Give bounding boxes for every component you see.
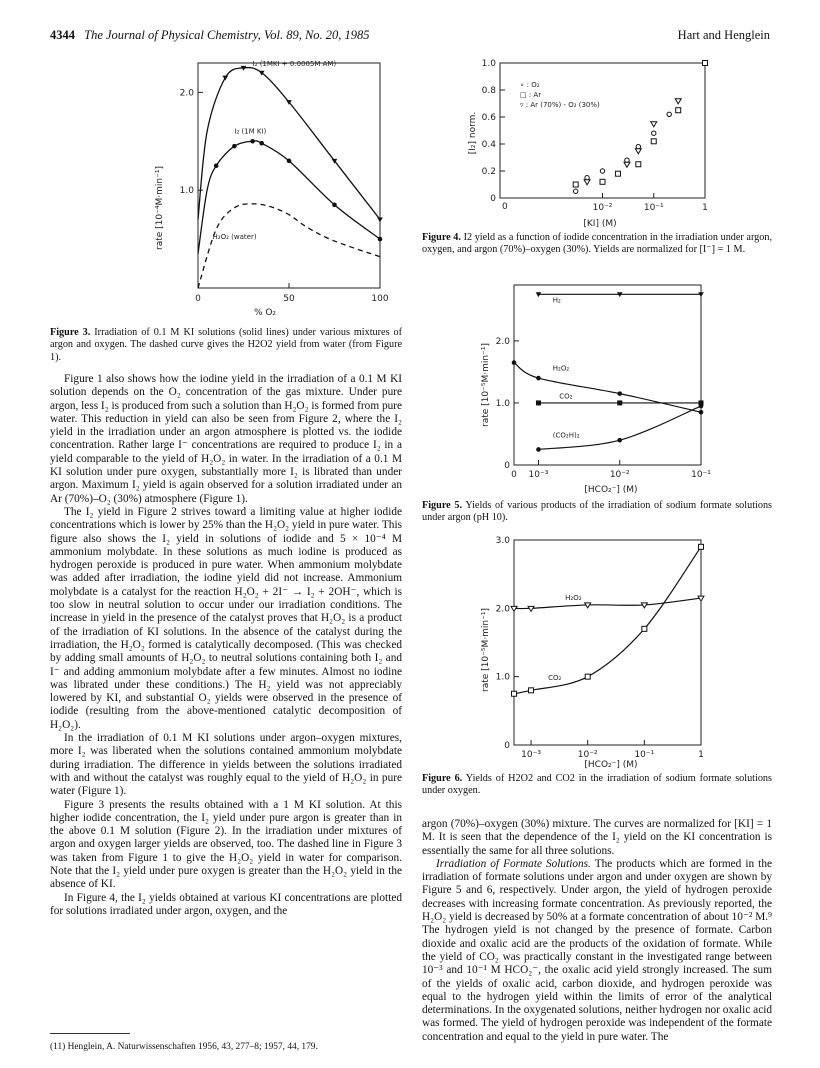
caption-text: Yields of various products of the irradiation of sodium formate solutions under argon (pH 10). [422,500,773,524]
fig6-ytick-label: 2.0 [495,604,510,615]
paragraph: The I₂ yield in Figure 2 strives toward a limiting value at higher iodide concentrations which is lower by 25% than the H₂O₂ yield in pure water. This figure also shows the I₂ yield in solutions of iodide and 5 × 10⁻⁴ M ammonium molybdate. In these solutions as much iodine is produced as hydrogen peroxide is produced in pure water. When ammonium molybdate was added after irradiation, the iodine yield did not increase. Ammonium molybdate is a catalyst for the reaction H₂O₂ + 2I⁻ → I₂ + 2OH⁻, which is too slow in neutral solution to occur under our irradiation conditions. The increase in yield in the presence of the catalyst proves that H₂O₂ is a product of the irradiation of KI solutions. In the absence of the catalyst during the irradiation, the H₂O₂ formed is catalytically decomposed. (This was checked by adding small amounts of H₂O₂ to neutral solutions containing both I₂ and I⁻ and adding ammonium molybdate after a few minutes. Almost no iodine was librated under these conditions.) The H₂ yield was not appreciably lowered by KI, and substantial O₂ yields were observed in the presence of iodide (resulting from the above-mentioned catalytic decomposition of H₂O₂). [50,505,402,731]
fig4-xtick-label: 10⁻¹ [643,203,664,213]
figure-3-caption [50,327,402,364]
fig4-point [600,169,604,173]
caption-label: Figure 4. [422,232,461,243]
fig4-point [636,162,641,167]
fig6-series-line [514,598,701,609]
fig5-point [536,447,541,452]
fig5-point [617,438,622,443]
figure-4-caption [422,232,772,257]
fig6-ytick-label: 0 [504,741,510,751]
fig4-point [652,131,656,135]
fig3-curve-label: H₂O₂ (water) [212,233,257,242]
fig6-xtick-label: 10⁻¹ [634,750,655,760]
fig4-legend-entry: □ : Ar [520,91,542,99]
fig6-point [699,544,704,549]
caption-text: I2 yield as a function of iodide concentration in the irradiation under argon, oxygen, and argon (70%)–oxygen (30%). Yields are normalized for [I⁻] = 1 M. [422,232,772,256]
running-authors: Hart and Henglein [677,28,770,42]
fig3-point [332,203,337,208]
fig4-ytick-label: 1.0 [481,59,496,69]
fig3-curve-label: I₂ (1MKI + 0.0005M AM) [252,59,337,68]
fig4-point [675,99,681,104]
fig5-curve-label: H₂ [552,296,561,305]
fig4-xtick-label: 10⁻² [592,203,613,213]
fig5-point [699,410,704,415]
fig5-xtick-label: 10⁻² [609,470,630,480]
fig3-ytick-label: 2.0 [179,88,194,99]
figure-5-svg [476,280,716,495]
fig4-point [585,176,589,180]
fig3-point [377,218,383,223]
figure-4-svg [460,58,720,228]
fig4-xlabel: [KI] (M) [583,219,617,229]
fig4-point [635,149,641,154]
fig5-point [617,400,622,405]
caption-text: Irradiation of 0.1 M KI solutions (solid lines) under various mixtures of argon and oxygen. The dashed curve gives the H2O2 yield from water (from Figure 1). [50,327,402,363]
fig4-point [615,171,620,176]
figure-3-chart [150,58,400,318]
paragraph: In the irradiation of 0.1 M KI solutions under argon–oxygen mixtures, more I₂ was liberated when the solutions contained ammonium molybdate during irradiation. The difference in yields between the solutions irradiated with and without the catalyst was roughly equal to the yield of H₂O₂ in pure water (Figure 1). [50,732,402,798]
fig4-point [624,162,630,167]
fig4-point [574,189,578,193]
fig6-point [585,674,590,679]
fig3-frame [198,63,380,288]
fig6-series-line [514,547,701,694]
fig4-ytick-label: 0 [490,194,496,204]
fig4-legend-entry: ▿ : Ar (70%) - O₂ (30%) [520,101,600,109]
journal-title: The Journal of Physical Chemistry, Vol. 89, No. 20, 1985 [84,28,370,42]
fig4-point [573,182,578,187]
page-number: 4344 [50,28,75,42]
fig3-point [378,237,383,242]
fig4-ylabel: [I₂] norm. [468,111,478,155]
fig5-series-line [538,406,701,449]
fig5-curve-label: (CO₂H)₂ [552,431,580,440]
fig5-ytick-label: 1.0 [495,398,510,409]
fig6-ytick-label: 1.0 [495,672,510,683]
fig6-point [529,688,534,693]
fig3-point [250,139,255,144]
fig5-curve-label: CO₂ [559,392,573,401]
fig6-xlabel: [HCO₂⁻] (M) [584,760,638,770]
fig5-point [536,400,541,405]
paragraph-text: The products which are formed in the irradiation of formate solutions under argon and under oxygen are shown by Figure 5 and 6, respectively. Under argon, the yield of hydrogen peroxide decreases with increasing formate concentration. As previously reported, the H₂O₂ yield is decreased by 50% at a formate concentration of about 10⁻² M.⁹ The hydrogen yield is not changed by the presence of formate. Carbon dioxide and oxalic acid are the products of the oxidation of formate. While the yield of CO₂ was practically constant in the investigated range between 10⁻³ and 10⁻¹ M HCO₂⁻, the oxalic acid yield strongly increased. The sum of the yields of oxalic acid, carbon dioxide, and hydrogen peroxide was equal to the hydrogen yield within the limits of error of the analytical determinations. In the oxygenated solutions, neither hydrogen nor oxalic acid was formed. The yield of hydrogen peroxide was independent of the formate concentration and equal to the yield in pure water. The [422,857,772,1043]
fig6-ylabel: rate [10⁻⁵M·min⁻¹] [481,608,491,692]
fig4-point [600,179,605,184]
fig6-curve-label: H₂O₂ [565,594,582,603]
fig4-point [703,61,708,66]
figure-5-chart [476,280,716,495]
footnote: (11) Henglein, A. Naturwissenschaften 1956, 43, 277–8; 1957, 44, 179. [50,1042,318,1052]
paragraph: Figure 1 also shows how the iodine yield in the irradiation of a 0.1 M KI solution depends on the O₂ concentration of the gas mixture. Under pure argon, less I₂ is produced from such a solution than H₂O₂ is formed from pure water. This reduction in yield can also be seen from Figure 2, where the I₂ yield in the irradiation under an argon atmosphere is plotted vs. the iodide concentration. Rather large I⁻ concentrations are required to produce I₂ in a yield comparable to the yield of H₂O₂ in water. In the irradiation of a 0.1 M KI solution under pure oxygen, substantially more I₂ is librated than under argon. Maximum I₂ yield is again observed for a solution irradiated under an Ar (70%)–O₂ (30%) atmosphere (Figure 1). [50,373,403,505]
caption-text: Yields of H2O2 and CO2 in the irradiation of sodium formate solutions under oxygen. [422,773,772,797]
figure-3-svg [150,58,400,318]
fig6-point [642,626,647,631]
fig3-point [287,159,292,164]
fig4-xtick-label: 0 [502,202,508,212]
caption-label: Figure 5. [422,500,462,511]
fig5-point [536,376,541,381]
fig4-point [651,122,657,127]
fig5-point [512,360,517,365]
fig4-xtick-label: 1 [702,203,708,213]
caption-label: Figure 6. [422,773,463,784]
fig3-ytick-label: 1.0 [179,186,194,197]
fig4-legend-entry: ∘ : O₂ [520,81,540,89]
paragraph [422,858,772,1044]
fig5-ytick-label: 0 [504,461,510,471]
fig3-point [259,141,264,146]
fig3-ylabel: rate [10⁻⁴M·min⁻¹] [155,166,165,250]
fig5-point [699,404,704,409]
fig6-point [512,691,517,696]
fig5-xtick-label: 10⁻¹ [691,470,711,480]
running-header [50,28,770,46]
fig5-xtick-label: 10⁻³ [528,470,549,480]
caption-label: Figure 3. [50,327,91,338]
fig3-xtick-label: 100 [371,294,389,304]
fig4-point [651,139,656,144]
paragraph: Figure 3 presents the results obtained with a 1 M KI solution. At this higher iodide concentration, the I₂ yield under pure argon is greater than in the above 0.1 M solution (Figure 2). In the irradiation under mixtures of argon and oxygen larger yields are observed, too. The dashed line in Figure 3 was taken from Figure 1 to give the H₂O₂ yield in water for comparison. Note that the I₂ yield under pure oxygen is greater than the H₂O₂ yield in the absence of KI. [50,798,402,891]
fig4-point [667,112,671,116]
fig5-point [617,391,622,396]
fig3-point [214,163,219,168]
fig3-xlabel: % O₂ [253,308,277,318]
fig6-xtick-label: 1 [698,750,704,760]
figure-4-chart [460,58,720,228]
figure-6-chart [476,535,716,770]
left-column-text [50,373,402,918]
fig3-series-line [198,68,380,220]
figure-6-caption [422,773,772,798]
fig4-point [676,108,681,113]
fig3-curve-label: I₂ (1M KI) [234,127,267,136]
fig3-point [223,76,229,81]
fig4-point [584,180,590,185]
fig6-ytick-label: 3.0 [495,536,510,546]
fig4-ytick-label: 0.6 [481,113,496,123]
fig4-ytick-label: 0.8 [481,86,496,96]
paragraph: argon (70%)–oxygen (30%) mixture. The curves are normalized for [KI] = 1 M. It is seen that the dependence of the I₂ yield on the KI concentration is essentially the same for all three solutions. [422,818,772,857]
fig6-frame [514,540,701,745]
fig6-xtick-label: 10⁻³ [521,750,541,760]
fig4-point [625,158,629,162]
fig5-xlabel: [HCO₂⁻] (M) [584,485,638,495]
fig5-xtick-label: 0 [511,470,517,480]
figure-6-svg [476,535,716,770]
fig5-series-line [514,363,701,413]
fig5-frame [514,285,701,465]
footnote-rule [50,1033,130,1034]
fig5-ylabel: rate [10⁻⁵M·min⁻¹] [481,343,491,427]
figure-5-caption [422,500,772,525]
fig4-point [636,145,640,149]
right-column-text [422,818,772,1044]
section-heading: Irradiation of Formate Solutions. [436,857,591,870]
fig6-curve-label: CO₂ [548,674,562,683]
fig5-ytick-label: 2.0 [495,336,510,347]
fig4-ytick-label: 0.4 [481,140,496,150]
fig3-xtick-label: 50 [283,294,295,304]
fig6-xtick-label: 10⁻² [577,750,598,760]
fig3-point [232,144,237,149]
fig3-series-line [198,204,380,288]
fig4-ytick-label: 0.2 [481,167,496,177]
fig3-xtick-label: 0 [195,294,201,304]
fig5-curve-label: H₂O₂ [552,364,570,373]
paragraph: In Figure 4, the I₂ yields obtained at various KI concentrations are plotted for solutions irradiated under argon, oxygen, and the [50,891,402,917]
